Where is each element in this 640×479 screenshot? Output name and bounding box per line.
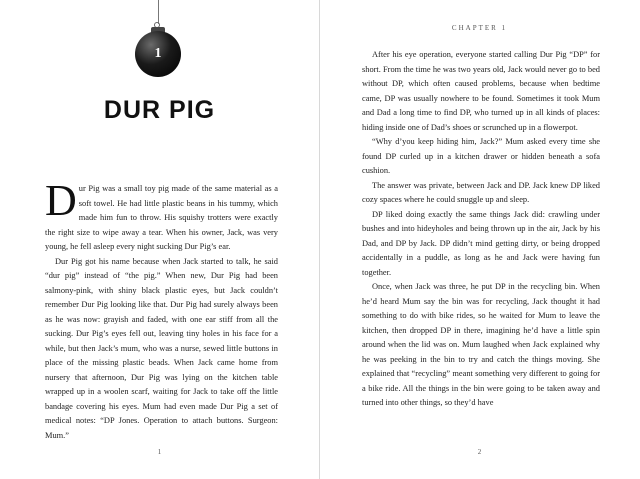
- paragraph: [45, 176, 278, 255]
- ornament-chain: [158, 0, 159, 24]
- chapter-title: DUR PIG: [103, 96, 216, 124]
- paragraph: DP liked doing exactly the same things Jack did: crawling under bushes and into hideyholes and being thrown up in the air, Jack by his Dad, and DP by Jack. DP didn’t mind getting dirty, or being dropped accidentally in a puddle, as long as he and Jack were having fun together.: [362, 209, 600, 277]
- left-page: [0, 0, 319, 479]
- bauble-ornament: [135, 31, 181, 77]
- left-body-text: [45, 176, 278, 443]
- page-number: 2: [477, 448, 482, 456]
- drop-cap: D: [45, 176, 77, 225]
- chapter-number: 1: [154, 46, 162, 61]
- running-head: CHAPTER 1: [451, 24, 508, 32]
- paragraph: Dur Pig got his name because when Jack started to talk, he said “dur pig” instead of “the pig.” When new, Dur Pig had been salmony-pink, with shiny black plastic eyes, but Jack couldn’t remember Dur Pig looking like that. Dur Pig had surely always been as he was now: grayish and faded, with one ear stiff from all the sucking. Dur Pig’s eyes fell out, leaving tiny holes in his face for a while, but then Jack’s mum, who was a nurse, sewed little buttons in place of the missing plastic beads. When Jack came home from nursery that afternoon, Dur Pig was lying on the kitchen table wrapped up in a woolen scarf, waiting for Jack to take off the little bandage covering his eyes. Mum had even made Dur Pig a set of medical notes: “DP Jones. Operation to attach buttons. Surgeon: Mum.”: [45, 256, 278, 440]
- page-number: 1: [157, 448, 162, 456]
- right-page: [320, 0, 639, 479]
- paragraph: “Why d’you keep hiding him, Jack?” Mum asked every time she found DP curled up in a kitchen drawer or hidden beneath a sofa cushion.: [362, 137, 600, 175]
- right-body-text: [362, 48, 600, 411]
- paragraph: After his eye operation, everyone started calling Dur Pig “DP” for short. From the time he was two years old, Jack would never go to bed without DP, which often caused problems, because when bedtime came, DP was usually nowhere to be found. Sometimes it took Mum and Dad a long time to find DP, who turned up in all kinds of places: hiding inside one of Dad’s shoes or scrunched up in a flowerpot.: [362, 50, 600, 132]
- paragraph-text: ur Pig was a small toy pig made of the same material as a soft towel. He had little plastic beans in his tummy, which made him fun to throw. His squishy trotters were exactly the right size to wipe away a tear. When his owner, Jack, was very young, he fell asleep every night sucking Dur Pig’s ear.: [45, 184, 278, 251]
- paragraph: The answer was private, between Jack and DP. Jack knew DP liked cozy spaces where he could snuggle up and sleep.: [362, 180, 600, 204]
- paragraph: Once, when Jack was three, he put DP in the recycling bin. When he’d heard Mum say the bin was for recycling, Jack thought it had something to do with bike rides, so he waited for Mum to leave the kitchen, then dropped DP in there, imagining he’d have a little spin around when the lid was on. Mum laughed when Jack explained why he was peeking in the bin to try and catch the things moving. She explained that “recycling” meant something very different to going for a bike ride. All the things in the bin were going to be taken away and turned into other things, so they’d have: [362, 282, 600, 407]
